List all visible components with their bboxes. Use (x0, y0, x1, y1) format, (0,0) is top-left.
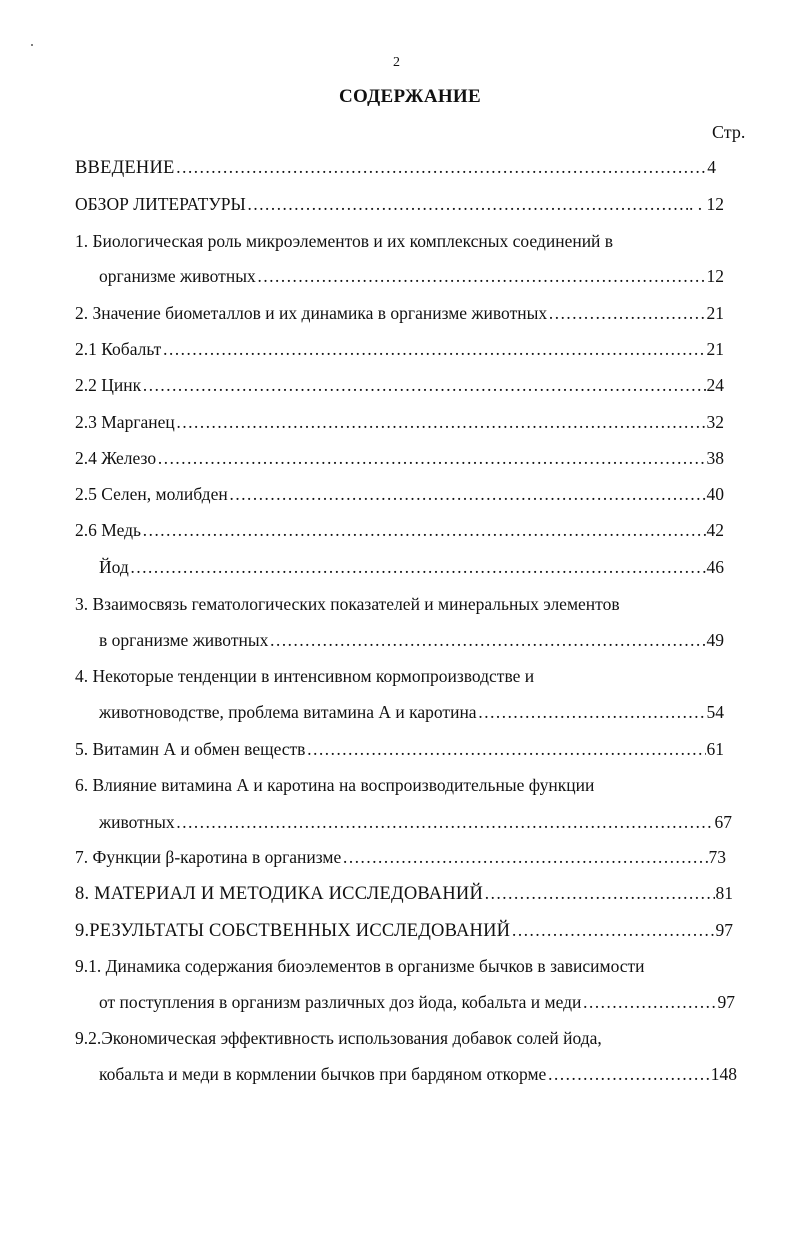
toc-entry-s3-line1: 3. Взаимосвязь гематологических показателей и минеральных элементов (75, 594, 620, 614)
scan-speck (31, 44, 33, 46)
toc-entry-label: 5. Витамин А и обмен веществ (75, 739, 306, 759)
dot-leader (157, 448, 705, 469)
toc-entry-page: 42 (706, 520, 724, 540)
toc-entry-page: 97 (717, 992, 735, 1012)
toc-entry-label: от поступления в организм различных доз йода, кобальта и меди (99, 992, 582, 1012)
toc-entry-s6[interactable] (99, 812, 732, 836)
page-title: СОДЕРЖАНИЕ (339, 86, 481, 107)
toc-entry-s1[interactable] (99, 266, 724, 290)
toc-entry-s2-2[interactable] (75, 375, 724, 399)
toc-entry-label: ОБЗОР ЛИТЕРАТУРЫ (75, 194, 246, 214)
toc-entry-label: 2. Значение биометаллов и их динамика в организме животных (75, 303, 548, 323)
dot-leader (582, 992, 716, 1013)
toc-entry-s2-6[interactable] (75, 520, 724, 544)
toc-entry-label: 2.1 Кобальт (75, 339, 162, 359)
toc-entry-s2[interactable] (75, 303, 724, 327)
page-number: 2 (393, 55, 400, 70)
toc-entry-s2-5[interactable] (75, 484, 724, 508)
toc-entry-page: 54 (706, 702, 724, 722)
dot-leader (130, 557, 706, 578)
dot-leader (478, 702, 706, 723)
toc-entry-s9-1[interactable] (99, 992, 735, 1016)
toc-entry-s6-line1: 6. Влияние витамина А и каротина на воспроизводительные функции (75, 775, 595, 795)
toc-entry-page: 4 (707, 157, 716, 177)
dot-leader (142, 375, 705, 396)
toc-entry-iodine[interactable] (99, 557, 724, 581)
toc-entry-s1-line1: 1. Биологическая роль микроэлементов и их комплексных соединений в (75, 231, 614, 251)
toc-entry-label: животноводстве, проблема витамина А и каротина (99, 702, 477, 722)
toc-entry-label: Йод (99, 557, 129, 577)
dot-leader (257, 266, 706, 287)
dot-leader (306, 739, 705, 760)
toc-entry-s7[interactable] (75, 847, 726, 871)
toc-entry-s5[interactable] (75, 739, 724, 763)
toc-entry-label: 9.РЕЗУЛЬТАТЫ СОБСТВЕННЫХ ИССЛЕДОВАНИЙ (75, 921, 511, 941)
toc-entry-s2-3[interactable] (75, 412, 724, 436)
dot-leader (176, 412, 706, 433)
toc-entry-label: 7. Функции β-каротина в организме (75, 847, 342, 867)
toc-entry-s9-2-line1: 9.2.Экономическая эффективность использования добавок солей йода, (75, 1028, 602, 1048)
toc-entry-s4[interactable] (99, 702, 724, 726)
dot-leader (511, 920, 714, 941)
toc-entry-label: в организме животных (99, 630, 269, 650)
toc-entry-s2-4[interactable] (75, 448, 724, 472)
toc-entry-s4-line1: 4. Некоторые тенденции в интенсивном кормопроизводстве и (75, 666, 535, 686)
toc-entry-label: 2.3 Марганец (75, 412, 175, 432)
toc-entry-page: 21 (706, 339, 724, 359)
toc-entry-s8[interactable] (75, 883, 733, 907)
toc-entry-page: 61 (706, 739, 724, 759)
dot-leader (547, 1064, 709, 1085)
toc-entry-label: 8. МАТЕРИАЛ И МЕТОДИКА ИССЛЕДОВАНИЙ (75, 884, 484, 904)
toc-entry-label: 2.5 Селен, молибден (75, 484, 228, 504)
toc-entry-s3[interactable] (99, 630, 724, 654)
toc-entry-s9-1-line1: 9.1. Динамика содержания биоэлементов в организме бычков в зависимости (75, 956, 645, 976)
page-column-label: Стр. (712, 122, 746, 142)
toc-entry-page: 38 (706, 448, 724, 468)
toc-entry-page: 97 (715, 920, 733, 940)
dot-leader (247, 194, 688, 215)
dot-leader (269, 630, 705, 651)
toc-entry-label: организме животных (99, 266, 256, 286)
toc-entry-page: 148 (710, 1064, 737, 1084)
dot-leader (548, 303, 705, 324)
toc-entry-label: 2.4 Железо (75, 448, 157, 468)
dot-leader (162, 339, 705, 360)
toc-entry-label: кобальта и меди в кормлении бычков при бардяном откорме (99, 1064, 547, 1084)
toc-entry-label: 2.2 Цинк (75, 375, 142, 395)
toc-entry-page: 21 (706, 303, 724, 323)
toc-entry-s9[interactable] (75, 920, 733, 944)
toc-entry-s2-1[interactable] (75, 339, 724, 363)
dot-leader (342, 847, 707, 868)
toc-entry-page: 40 (706, 484, 724, 504)
dot-leader (176, 812, 714, 833)
toc-entry-label: 2.6 Медь (75, 520, 142, 540)
toc-entry-label: животных (99, 812, 175, 832)
dot-leader (229, 484, 706, 505)
toc-entry-s9-2[interactable] (99, 1064, 737, 1088)
toc-entry-intro[interactable] (75, 157, 716, 181)
toc-entry-page: 46 (706, 557, 724, 577)
toc-entry-page: 49 (706, 630, 724, 650)
toc-entry-page: 67 (714, 812, 732, 832)
toc-entry-page: . . 12 (689, 194, 724, 214)
toc-entry-page: 32 (706, 412, 724, 432)
toc-entry-review[interactable] (75, 194, 724, 218)
dot-leader (176, 157, 707, 178)
toc-entry-page: 12 (706, 266, 724, 286)
dot-leader (484, 883, 714, 904)
toc-entry-page: 73 (708, 847, 726, 867)
toc-entry-label: ВВЕДЕНИЕ (75, 158, 175, 178)
toc-entry-page: 81 (715, 883, 733, 903)
dot-leader (142, 520, 705, 541)
toc-entry-page: 24 (706, 375, 724, 395)
